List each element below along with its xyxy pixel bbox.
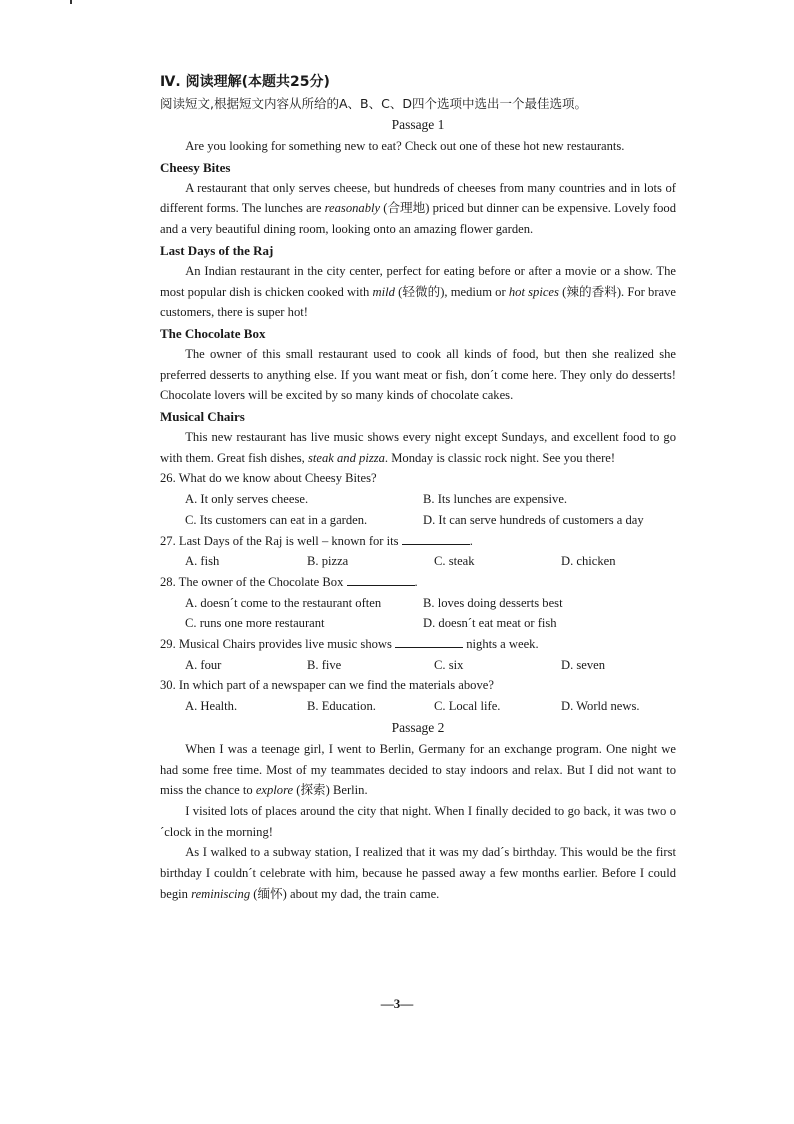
question-27-stem: 27. Last Days of the Raj is well – known for its . [160, 533, 473, 548]
question-27-option-d[interactable]: D. chicken [561, 554, 616, 569]
passage-2-paragraph-3: As I walked to a subway station, I realized that it was my dad´s birthday. This would be the first birthday I couldn´t celebrate with him, because he passed away a few months earlier. Before I could begin reminiscing (缅怀) about my dad, the train came. [160, 845, 676, 901]
question-30-options [185, 696, 676, 717]
restaurant-name-chocolate-box: The Chocolate Box [160, 325, 266, 341]
answer-blank[interactable] [347, 573, 415, 586]
question-29-stem: 29. Musical Chairs provides live music shows nights a week. [160, 637, 539, 652]
restaurant-name-last-days-of-the-raj: Last Days of the Raj [160, 242, 274, 258]
question-30-option-b[interactable]: B. Education. [307, 699, 376, 714]
restaurant-name-cheesy-bites: Cheesy Bites [160, 159, 231, 175]
restaurant-text-chocolate-box: The owner of this small restaurant used to cook all kinds of food, but then she realized she preferred desserts to anything else. If you want meat or fish, don´t come here. They only do desserts! Chocolate lovers will be excited by so many kinds of chocolate cakes. [160, 346, 676, 403]
restaurant-text-musical-chairs: This new restaurant has live music shows every night except Sundays, and excellent food to go with them. Great fish dishes, steak and pizza. Monday is classic rock night. See you there! [160, 430, 676, 465]
restaurant-text-last-days-of-the-raj: An Indian restaurant in the city center, perfect for eating before or after a movie or a show. The most popular dish is chicken cooked with mild (轻微的), medium or hot spices (辣的香料). For brave customers, there is super hot! [160, 263, 676, 320]
question-29-options [185, 655, 676, 676]
scan-mark [70, 0, 72, 4]
question-28-option-b[interactable]: B. loves doing desserts best [423, 595, 563, 610]
question-26-stem: 26. What do we know about Cheesy Bites? [160, 471, 377, 486]
passage-1-intro: Are you looking for something new to eat? Check out one of these hot new restaurants. [185, 139, 625, 153]
question-28-option-a[interactable]: A. doesn´t come to the restaurant often [185, 595, 382, 610]
question-28-option-d[interactable]: D. doesn´t eat meat or fish [423, 616, 557, 631]
passage-2-paragraph-1: When I was a teenage girl, I went to Berlin, Germany for an exchange program. One night we had some free time. Most of my teammates decided to stay indoors and relax. But I did not want to miss the chance to explore (探索) Berlin. [160, 741, 676, 798]
question-27-options [185, 551, 676, 572]
question-26-option-b[interactable]: B. Its lunches are expensive. [423, 492, 568, 507]
passage-1-title: Passage 1 [391, 117, 445, 132]
question-28-option-c[interactable]: C. runs one more restaurant [185, 616, 325, 631]
question-26-options [185, 489, 676, 530]
question-27-option-c[interactable]: C. steak [434, 554, 475, 569]
restaurant-text-cheesy-bites: A restaurant that only serves cheese, but hundreds of cheeses from many countries and in lots of different forms. The lunches are reasonably (合理地) priced but dinner can be expensive. Lovely food and a very beautiful dining room, looking onto an amazing flower garden. [160, 180, 676, 237]
question-28-stem: 28. The owner of the Chocolate Box . [160, 574, 418, 589]
question-30-option-d[interactable]: D. World news. [561, 699, 640, 714]
restaurant-name-musical-chairs: Musical Chairs [160, 409, 245, 425]
section-instruction: 阅读短文,根据短文内容从所给的A、B、C、D四个选项中选出一个最佳选项。 [160, 96, 587, 111]
question-30-stem: 30. In which part of a newspaper can we find the materials above? [160, 678, 494, 693]
section-title: Ⅳ. 阅读理解(本题共25分) [160, 74, 330, 90]
answer-blank[interactable] [402, 532, 470, 545]
question-27-option-b[interactable]: B. pizza [307, 554, 349, 569]
question-26-option-a[interactable]: A. It only serves cheese. [185, 492, 309, 507]
question-29-option-d[interactable]: D. seven [561, 657, 606, 672]
question-29-option-c[interactable]: C. six [434, 657, 464, 672]
answer-blank[interactable] [395, 635, 463, 648]
question-29-option-b[interactable]: B. five [307, 657, 342, 672]
question-27-option-a[interactable]: A. fish [185, 554, 220, 569]
question-26-option-c[interactable]: C. Its customers can eat in a garden. [185, 512, 368, 527]
question-30-option-c[interactable]: C. Local life. [434, 699, 501, 714]
page-number: —3— [380, 996, 414, 1011]
question-29-option-a[interactable]: A. four [185, 657, 222, 672]
passage-2-paragraph-2: I visited lots of places around the city that night. When I finally decided to go back, it was two o´clock in the morning! [160, 803, 676, 839]
question-30-option-a[interactable]: A. Health. [185, 699, 238, 714]
passage-2-title: Passage 2 [391, 719, 445, 735]
question-28-options [185, 593, 676, 634]
exam-page [160, 70, 676, 905]
question-26-option-d[interactable]: D. It can serve hundreds of customers a day [423, 512, 644, 527]
